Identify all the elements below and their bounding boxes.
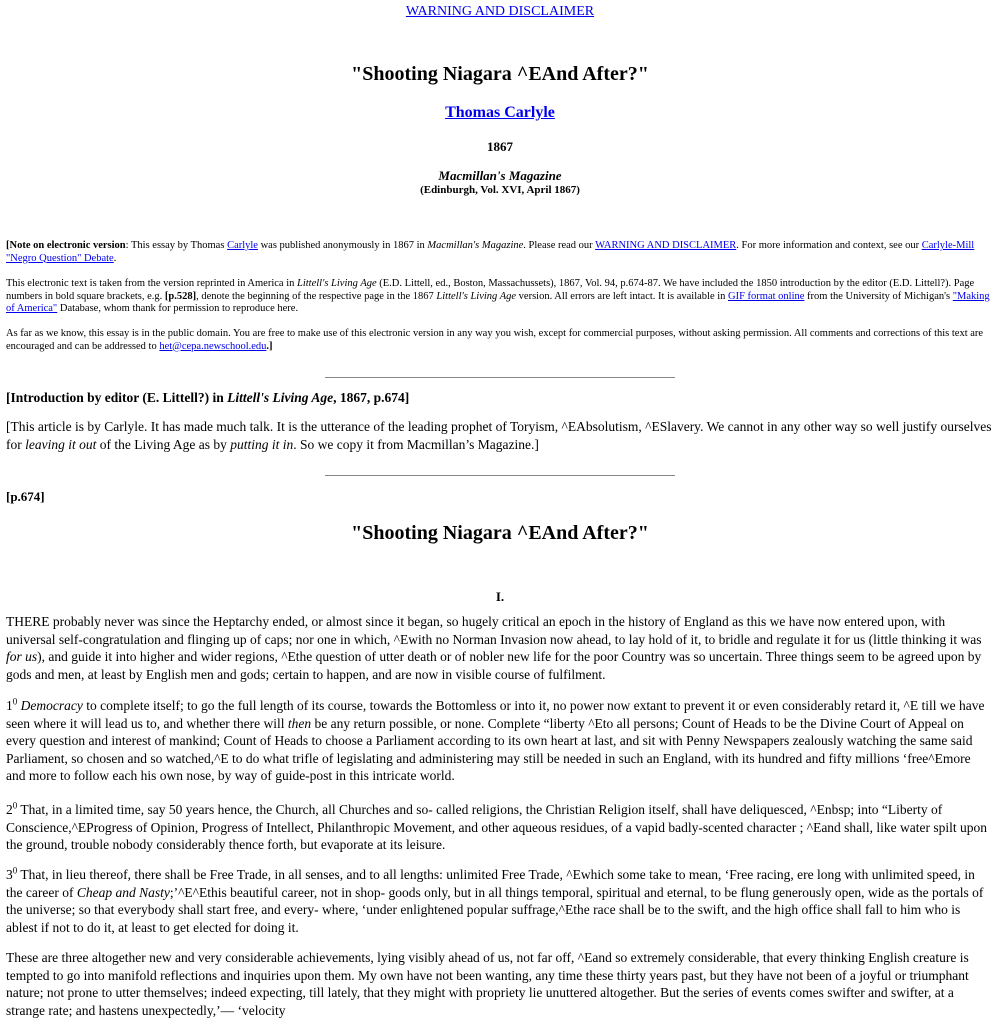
warning-link-top[interactable]: [0, 4, 1000, 20]
p3-text-2: ;’^E^Ethis beautiful career, not in shop- goods only, but in all things temporal, spiritual and eternal, to be flung generously open, wide as the portals of the universe; so that everybody shall start free, and every- where, ‘under enlightened popular suffrage,^Ethe race shall be to the swift, and the high office shall fall to him who is ablest if not to do it, at least to get elected for doing it.: [6, 884, 984, 935]
p1-sup: 0: [12, 696, 18, 707]
elec-text-1: This electronic text is taken from the version reprinted in America in: [6, 278, 297, 289]
warning-disclaimer-link[interactable]: WARNING AND DISCLAIMER: [405, 4, 595, 19]
p3-italic: Cheap and Nasty: [76, 884, 170, 900]
author-link-wrap[interactable]: [0, 104, 1000, 122]
note-text-5: .: [113, 252, 117, 264]
p2-num: 2: [6, 802, 13, 817]
p2-text-1: That, in a limited time, say 50 years hence, the Church, all Churches and so- called religions, the Christian Religion itself, shall have deliquesced, ^Enbsp; into “Liberty of Conscience,^EProgress of Opinion, Progress of Intellect, Philanthropic Movement, and other aqueous residues, of a vapid badly-scented character ; ^Eand shall, like water spilt upon the ground, trouble nobody considerably thence forth, but evaporate at its leisure.: [6, 802, 988, 852]
intro-head-2: , 1867, p.674]: [333, 390, 410, 405]
essay-title: "Shooting Niagara ^EAnd After?": [351, 522, 649, 544]
intro-italic-2: putting it in: [230, 436, 294, 452]
page-title: "Shooting Niagara ^EAnd After?": [351, 63, 649, 85]
p0-text-2: ), and guide it into higher and wider regions, ^Ethe question of utter death or of nobler new life for the poor Country was so uncertain. Three things seem to be agreed upon by gods and men, at least by English men and gods; certain to happen, and are now in visible course of fulfilment.: [6, 649, 982, 682]
electronic-text-paragraph: [6, 278, 990, 316]
email-link[interactable]: het@cepa.newschool.edu: [159, 340, 267, 352]
paragraph-2: [6, 801, 992, 854]
carlyle-link[interactable]: Carlyle: [227, 240, 258, 251]
author-link[interactable]: Thomas Carlyle: [445, 104, 555, 121]
paragraph-3: [6, 866, 992, 936]
making-of-america-link[interactable]: "Making of America": [6, 290, 990, 314]
elec-page-example: [p.528]: [164, 290, 197, 302]
elec-text-3: , denote the beginning of the respective page in the 1867: [196, 290, 437, 302]
paragraph-4: [6, 949, 992, 1019]
p1-text-1: to complete itself; to go the full length of its course, towards the Bottomless or into it, no power now extant to prevent it or even considerably retard it, ^E till we have seen where it will lead us to, and whether there will: [6, 698, 985, 731]
p1-text-2: be any return possible, or none. Complete “liberty ^Eto all persons; Count of Heads to be the Divine Court of Appeal on every question and interest of mankind; Count of Heads to choose a Parliament according to its own heart at last, and sit with Penny Newspapers zealously watching the same said Parliament, so chosen and so watched,^E to do what trifle of legislating and administering may still be needed in such an England, with its hundred and fifty millions ‘free^Emore and more to follow each his own nose, by way of guide-post in this intricate world.: [6, 715, 973, 783]
divider-2: [325, 475, 675, 476]
elec-text-5: from the University of Michigan's: [804, 290, 953, 302]
intro-text-1: [This article is by Carlyle. It has made much talk. It is the utterance of the leading prophet of Toryism, ^EAbsolutism, ^ESlavery. We cannot in any other way so well justify ourselves for: [6, 419, 992, 452]
magazine-name: Macmillan's Magazine: [438, 168, 562, 183]
pd-text-2: .]: [266, 340, 273, 352]
p1-italic-1: Democracy: [20, 698, 83, 713]
note-text-4: . For more information and context, see our: [736, 240, 922, 251]
publication-year: 1867: [487, 139, 513, 154]
pd-text-1: As far as we know, this essay is in the public domain. You are free to make use of this electronic version in any way you wish, except for commercial purposes, without asking permission. All comments and corrections of this text are encouraged and can be addressed to: [6, 328, 984, 352]
elec-italic-1: Littell's Living Age: [297, 278, 377, 289]
note-magazine: Macmillan's Magazine: [427, 240, 524, 251]
page-number: [p.674]: [6, 489, 45, 504]
note-warning-link[interactable]: WARNING AND DISCLAIMER: [595, 240, 737, 251]
p3-num: 3: [6, 867, 13, 882]
elec-text-6: Database, whom thank for permission to reproduce here.: [57, 303, 299, 314]
intro-head-1: [Introduction by editor (E. Littell?) in: [6, 390, 228, 405]
note-text-3: . Please read our: [523, 240, 596, 251]
elec-text-4: version. All errors are left intact. It is available in: [516, 290, 729, 302]
intro-italic-1: leaving it out: [25, 436, 97, 452]
note-label: [Note on electronic version: [6, 240, 126, 251]
p0-italic: for us: [6, 649, 38, 664]
paragraph-1: [6, 697, 992, 785]
p3-sup: 0: [12, 865, 18, 876]
intro-text-3: . So we copy it from Macmillan’s Magazine.]: [293, 436, 539, 452]
debate-link[interactable]: Carlyle-Mill "Negro Question" Debate: [6, 240, 975, 264]
p1-italic-2: then: [287, 715, 312, 731]
section-number: I.: [495, 589, 505, 604]
note-text-1: : This essay by Thomas: [125, 240, 228, 251]
intro-text-2: of the Living Age as by: [96, 436, 231, 452]
p2-sup: 0: [12, 800, 18, 811]
gif-format-link[interactable]: GIF format online: [728, 290, 805, 302]
p0-text-1: THERE probably never was since the Heptarchy ended, or almost since it began, so hugely critical an epoch in the history of England as this we have now entered upon, with universal self-congratulation and flinging up of caps; nor one in which, ^Ewith no Norman Invasion now ahead, to lay hold of it, to bridle and regulate it for us (little thinking it was: [6, 614, 982, 647]
public-domain-paragraph: [6, 328, 990, 353]
elec-text-2: (E.D. Littell, ed., Boston, Massachussets), 1867, Vol. 94, p.674-87. We have included the 1850 introduction by the editor (E.D. Littell?). Page numbers in bold square brackets, e.g.: [6, 278, 975, 302]
note-paragraph: [6, 240, 990, 265]
paragraph-intro: [6, 613, 992, 683]
magazine-details: (Edinburgh, Vol. XVI, April 1867): [420, 184, 580, 196]
intro-head-italic: Littell's Living Age: [227, 390, 334, 405]
intro-heading: [6, 390, 409, 406]
p4-text-1: These are three altogether new and very considerable achievements, lying visibly ahead of us, not far off, ^Eand so extremely considerable, that every thinking English creature is tempted to go into manifold reflections and inquiries upon them. My own have not been wanting, any time these thirty years past, but they have not been of a joyful or triumphant nature; not prone to utter themselves; indeed expecting, till lately, that they might with propriety lie unuttered altogether. But the series of events comes swifter and swifter, at a strange rate; and hastens unexpectedly,’— ‘velocity: [6, 950, 969, 1018]
p1-num: 1: [6, 698, 13, 713]
p3-text-1: That, in lieu thereof, there shall be Free Trade, in all senses, and to all lengths: unlimited Free Trade, ^Ewhich some take to mean, ‘Free racing, ere long with unlimited speed, in the career of: [6, 867, 975, 900]
intro-paragraph: [6, 418, 992, 453]
note-text-2: was published anonymously in 1867 in: [257, 240, 428, 251]
elec-italic-2: Littell's Living Age: [436, 290, 517, 302]
divider-1: [325, 377, 675, 378]
